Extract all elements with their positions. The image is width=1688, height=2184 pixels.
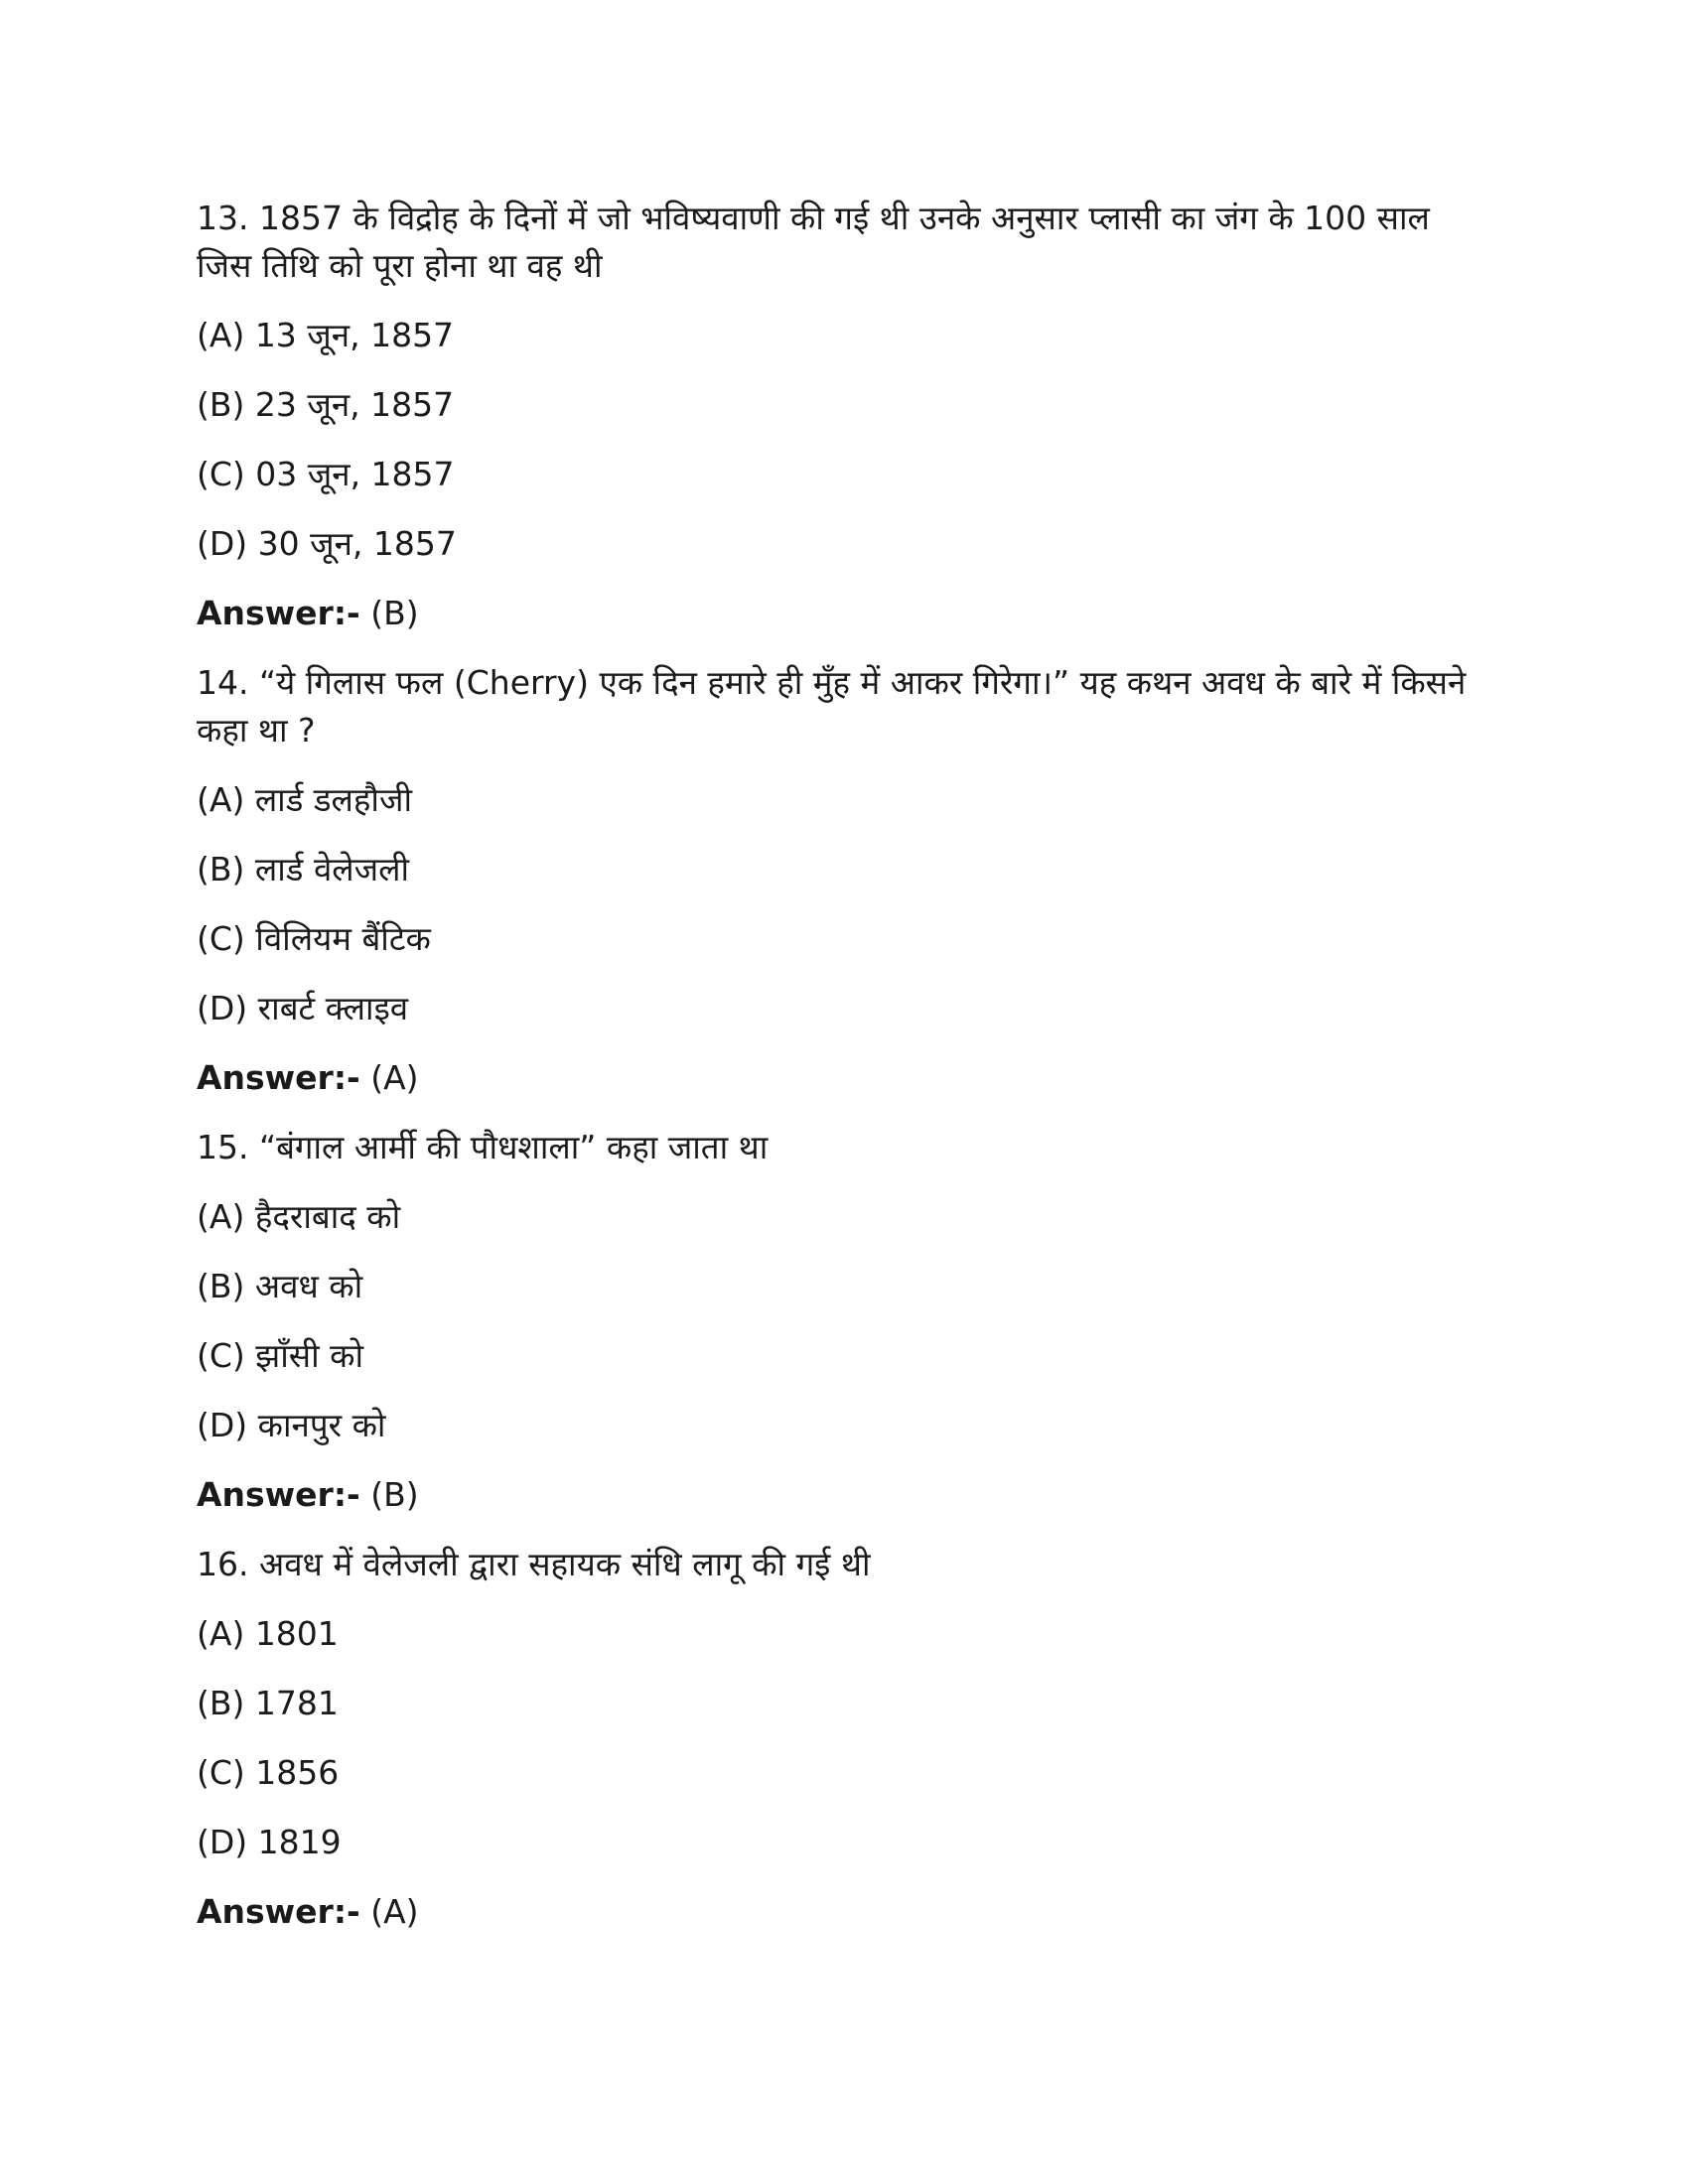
option-d: (D) 30 जून, 1857 xyxy=(197,524,457,563)
option-b: (B) 23 जून, 1857 xyxy=(197,385,455,424)
option-b: (B) लार्ड वेलेजली xyxy=(197,850,410,888)
option-a: (A) 13 जून, 1857 xyxy=(197,316,455,354)
answer-label: Answer:- xyxy=(197,1892,360,1931)
answer-value: (B) xyxy=(370,594,419,632)
question-body: 1857 के विद्रोह के दिनों में जो भविष्यवाणी की गई थी उनके अनुसार प्लासी का जंग के 100 साल जिस तिथि को पूरा होना था वह थी xyxy=(197,199,1430,285)
question-text xyxy=(197,1124,1487,1171)
question-number: 14. xyxy=(197,663,249,702)
question-body: “बंगाल आर्मी की पौधशाला” कहा जाता था xyxy=(258,1128,769,1166)
answer-label: Answer:- xyxy=(197,594,360,632)
option-b: (B) अवध को xyxy=(197,1267,363,1305)
answer-line xyxy=(197,1888,1487,1936)
question-14 xyxy=(197,659,1487,1102)
answer-value: (A) xyxy=(370,1892,419,1931)
question-text xyxy=(197,195,1487,290)
question-body: “ये गिलास फल (Cherry) एक दिन हमारे ही मुँह में आकर गिरेगा।” यह कथन अवध के बारे में किसने कहा था ? xyxy=(197,663,1467,750)
question-number: 15. xyxy=(197,1128,249,1166)
option-a: (A) हैदराबाद को xyxy=(197,1197,401,1236)
answer-line xyxy=(197,1471,1487,1519)
option-d: (D) कानपुर को xyxy=(197,1406,386,1444)
option-d: (D) 1819 xyxy=(197,1823,342,1861)
answer-label: Answer:- xyxy=(197,1058,360,1097)
option-a: (A) लार्ड डलहौजी xyxy=(197,780,413,819)
answer-value: (A) xyxy=(370,1058,419,1097)
question-15 xyxy=(197,1124,1487,1519)
question-text xyxy=(197,1541,1487,1588)
answer-line xyxy=(197,1054,1487,1102)
option-d: (D) राबर्ट क्लाइव xyxy=(197,989,409,1027)
answer-label: Answer:- xyxy=(197,1475,360,1514)
question-list xyxy=(197,195,1487,1958)
question-number: 13. xyxy=(197,199,249,237)
option-c: (C) 1856 xyxy=(197,1753,340,1792)
answer-value: (B) xyxy=(370,1475,419,1514)
option-c: (C) 03 जून, 1857 xyxy=(197,455,455,493)
option-b: (B) 1781 xyxy=(197,1684,339,1722)
option-a: (A) 1801 xyxy=(197,1614,339,1653)
question-13 xyxy=(197,195,1487,637)
question-text xyxy=(197,659,1487,754)
answer-line xyxy=(197,590,1487,637)
question-number: 16. xyxy=(197,1545,249,1583)
question-16 xyxy=(197,1541,1487,1936)
option-c: (C) विलियम बैंटिक xyxy=(197,919,431,958)
option-c: (C) झाँसी को xyxy=(197,1336,364,1375)
question-body: अवध में वेलेजली द्वारा सहायक संधि लागू की गई थी xyxy=(258,1545,871,1583)
